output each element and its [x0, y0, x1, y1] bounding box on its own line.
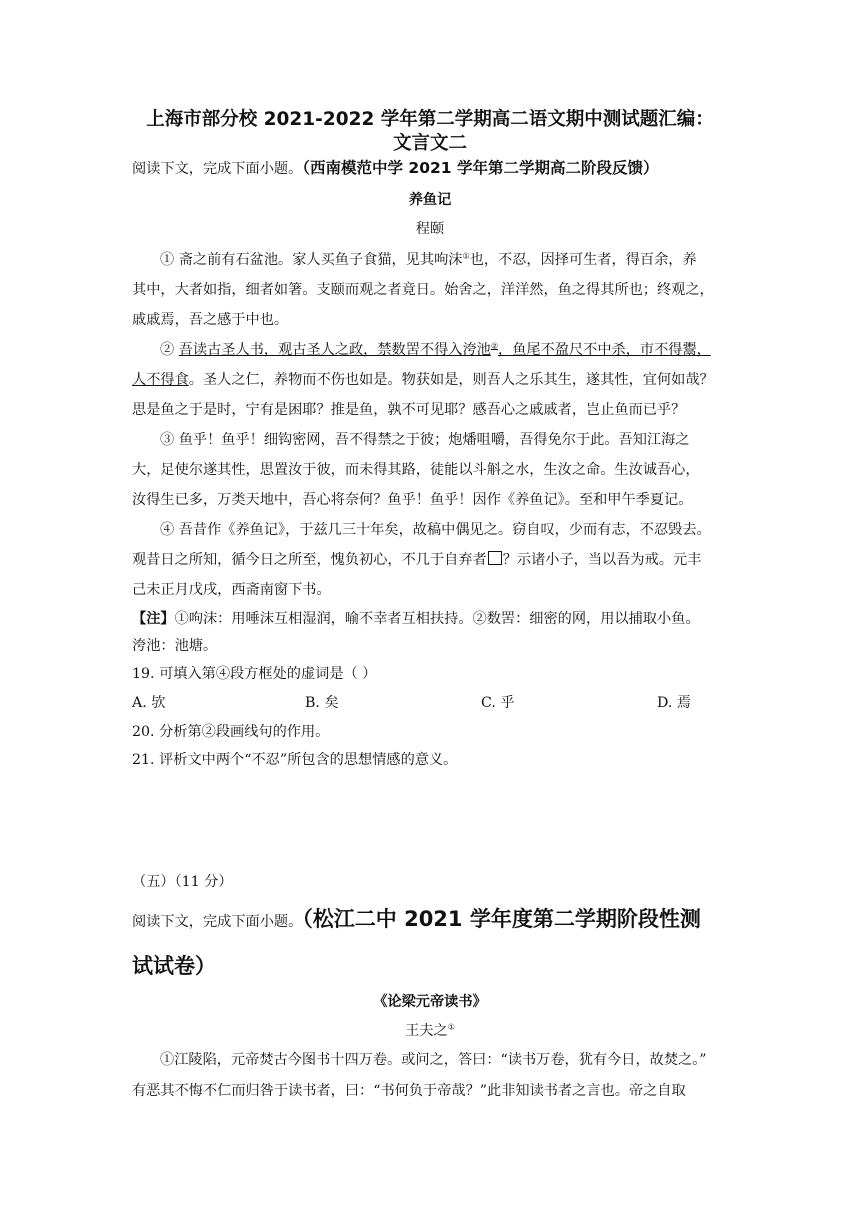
question-19: 19. 可填入第④段方框处的虚词是（ ）	[132, 666, 377, 682]
p3-line1: ③ 鱼乎！鱼乎！细钩密网，吾不得禁之于彼；炮燔咀嚼，吾得免尔于此。吾知江海之	[160, 432, 690, 448]
p1-line3: 戚戚焉，吾之感于中也。	[132, 312, 289, 328]
p4-line1: ④ 吾昔作《养鱼记》，于兹几三十年矣，故稿中偶见之。窃自叹，少而有志，不忍毁去。	[160, 522, 711, 538]
essay-title: 养鱼记	[408, 192, 452, 208]
option-c: C. 乎	[481, 695, 515, 711]
document-title-line2: 文言文二	[392, 133, 467, 154]
p4-line3: 己未正月戊戌，西斋南窗下书。	[132, 582, 331, 598]
footnote-ref-author: ①	[447, 1022, 455, 1032]
essay2-author: 王夫之①	[405, 1022, 455, 1039]
essay2-title: 《论梁元帝读书》	[373, 994, 487, 1010]
p3-line2: 大，足使尔遂其性，思置汝于彼，而未得其路，徒能以斗斛之水，生汝之命。生汝诚吾心，	[132, 462, 700, 478]
section1-instruction	[132, 158, 732, 179]
section1-source: （西南模范中学 2021 学年第二学期高二阶段反馈）	[302, 159, 659, 177]
blank-box	[488, 551, 502, 565]
option-b: B. 矣	[305, 695, 339, 711]
footnote-ref-1: ①	[462, 251, 470, 261]
p2-line3: 思是鱼之于是时，宁有是困耶？推是鱼，孰不可见耶？感吾心之戚戚者，岂止鱼而已乎？	[132, 402, 686, 418]
p2-line2: 人不得食。圣人之仁，养物而不伤也如是。物获如是，则吾人之乐其生，遂其性，宜何如哉？	[132, 372, 714, 388]
section2-source-line2: 试试卷）	[132, 954, 216, 978]
essay2-p1-line1: ①江陵陷，元帝焚古今图书十四万卷。或问之，答曰：“读书万卷，犹有今日，故焚之。”	[160, 1052, 707, 1068]
section2-heading: （五）（11 分）	[132, 874, 233, 890]
essay2-p1-line2: 有恶其不悔不仁而归咎于读书者，曰：“书何负于帝哉？”此非知读书者之言也。帝之自取	[132, 1083, 686, 1099]
p1-line2: 其中，大者如指，细者如箸。支颐而观之者竟日。始舍之，洋洋然，鱼之得其所也；终观之，	[132, 282, 714, 298]
section2-intro: 阅读下文，完成下面小题。	[132, 914, 303, 930]
p3-line3: 汝得生已多，万类天地中，吾心将奈何？鱼乎！鱼乎！因作《养鱼记》。至和甲午季夏记。	[132, 492, 693, 508]
section2-instruction-line1	[132, 905, 732, 933]
note-label: 【注】	[132, 611, 175, 627]
question-21: 21. 评析文中两个“不忍”所包含的思想情感的意义。	[132, 752, 458, 768]
document-title-line1: 上海市部分校 2021-2022 学年第二学期高二语文期中测试题汇编：	[146, 109, 714, 130]
option-d: D. 焉	[657, 695, 692, 711]
note-line2: 洿池：池塘。	[132, 638, 218, 654]
option-a: A. 欤	[132, 695, 166, 711]
note-line1: 【注】①呴沫：用唾沫互相湿润，喻不幸者互相扶持。②数罟：细密的网，用以捕取小鱼。	[132, 611, 700, 627]
question-20: 20. 分析第②段画线句的作用。	[132, 724, 330, 740]
p1-line1: ① 斋之前有石盆池。家人买鱼子食猫，见其呴沫①也，不忍，因择可生者，得百余，养	[160, 251, 697, 268]
section1-intro: 阅读下文，完成下面小题。	[132, 161, 303, 177]
underlined-sentence-part1: 吾读古圣人书，观古圣人之政，禁数罟不得入洿池	[178, 342, 491, 358]
section2-source-line1: （松江二中 2021 学年度第二学期阶段性测	[302, 907, 701, 931]
footnote-ref-2: ②	[490, 341, 499, 351]
p4-line2: 观昔日之所知，循今日之所至，愧负初心，不几于自弃者 ？示诸小子，当以吾为戒。元丰	[132, 552, 702, 568]
underlined-sentence-part2: 人不得食	[132, 372, 189, 388]
essay-author: 程颐	[415, 221, 445, 237]
p2-line1: ② 吾读古圣人书，观古圣人之政，禁数罟不得入洿池②，鱼尾不盈尺不中杀，市不得鬻，	[160, 341, 711, 358]
